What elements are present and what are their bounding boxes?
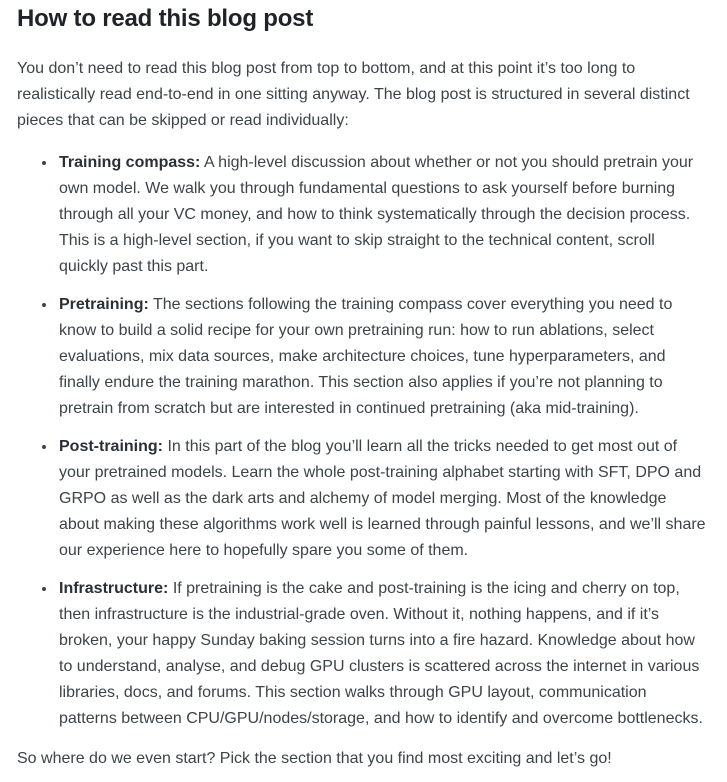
list-item-pretraining	[57, 292, 707, 422]
list-item-label: Infrastructure:	[59, 580, 169, 597]
list-item-text: If pretraining is the cake and post-training is the icing and cherry on top, then infrastructure is the industrial-grade oven. Without it, nothing happens, and if it’s broken, your happy Sunday baking session turns into a fire hazard. Knowledge about how to understand, analyse, and debug GPU clusters is scattered across the internet in various libraries, docs, and forums. This section walks through GPU layout, communication patterns between CPU/GPU/nodes/storage, and how to identify and overcome bottlenecks.	[59, 580, 703, 727]
list-item-label: Post-training:	[59, 438, 163, 455]
list-item-text: The sections following the training compass cover everything you need to know to build a solid recipe for your own pretraining run: how to run ablations, select evaluations, mix data sources, make architecture choices, tune hyperparameters, and finally endure the training marathon. This section also applies if you’re not planning to pretrain from scratch but are interested in continued pretraining (aka mid-training).	[59, 296, 673, 417]
list-item-label: Pretraining:	[59, 296, 149, 313]
list-item-post-training	[57, 434, 707, 564]
list-item-infrastructure	[57, 576, 707, 732]
section-list	[17, 150, 707, 732]
list-item-text: A high-level discussion about whether or not you should pretrain your own model. We walk you through fundamental questions to ask yourself before burning through all your VC money, and how to think systematically through the decision process. This is a high-level section, if you want to skip straight to the technical content, scroll quickly past this part.	[59, 154, 694, 275]
section-heading: How to read this blog post	[17, 5, 314, 32]
list-item-training-compass	[57, 150, 707, 280]
list-item-text: In this part of the blog you’ll learn all the tricks needed to get most out of your pretrained models. Learn the whole post-training alphabet starting with SFT, DPO and GRPO as well as the dark arts and alchemy of model merging. Most of the knowledge about making these algorithms work well is learned through painful lessons, and we’ll share our experience here to hopefully spare you some of them.	[59, 438, 706, 559]
intro-paragraph: You don’t need to read this blog post from top to bottom, and at this point it’s too long to realistically read end-to-end in one sitting anyway. The blog post is structured in several distinct pieces that can be skipped or read individually:	[17, 60, 690, 129]
outro-paragraph: So where do we even start? Pick the section that you find most exciting and let’s go!	[17, 750, 612, 767]
list-item-label: Training compass:	[59, 154, 201, 171]
